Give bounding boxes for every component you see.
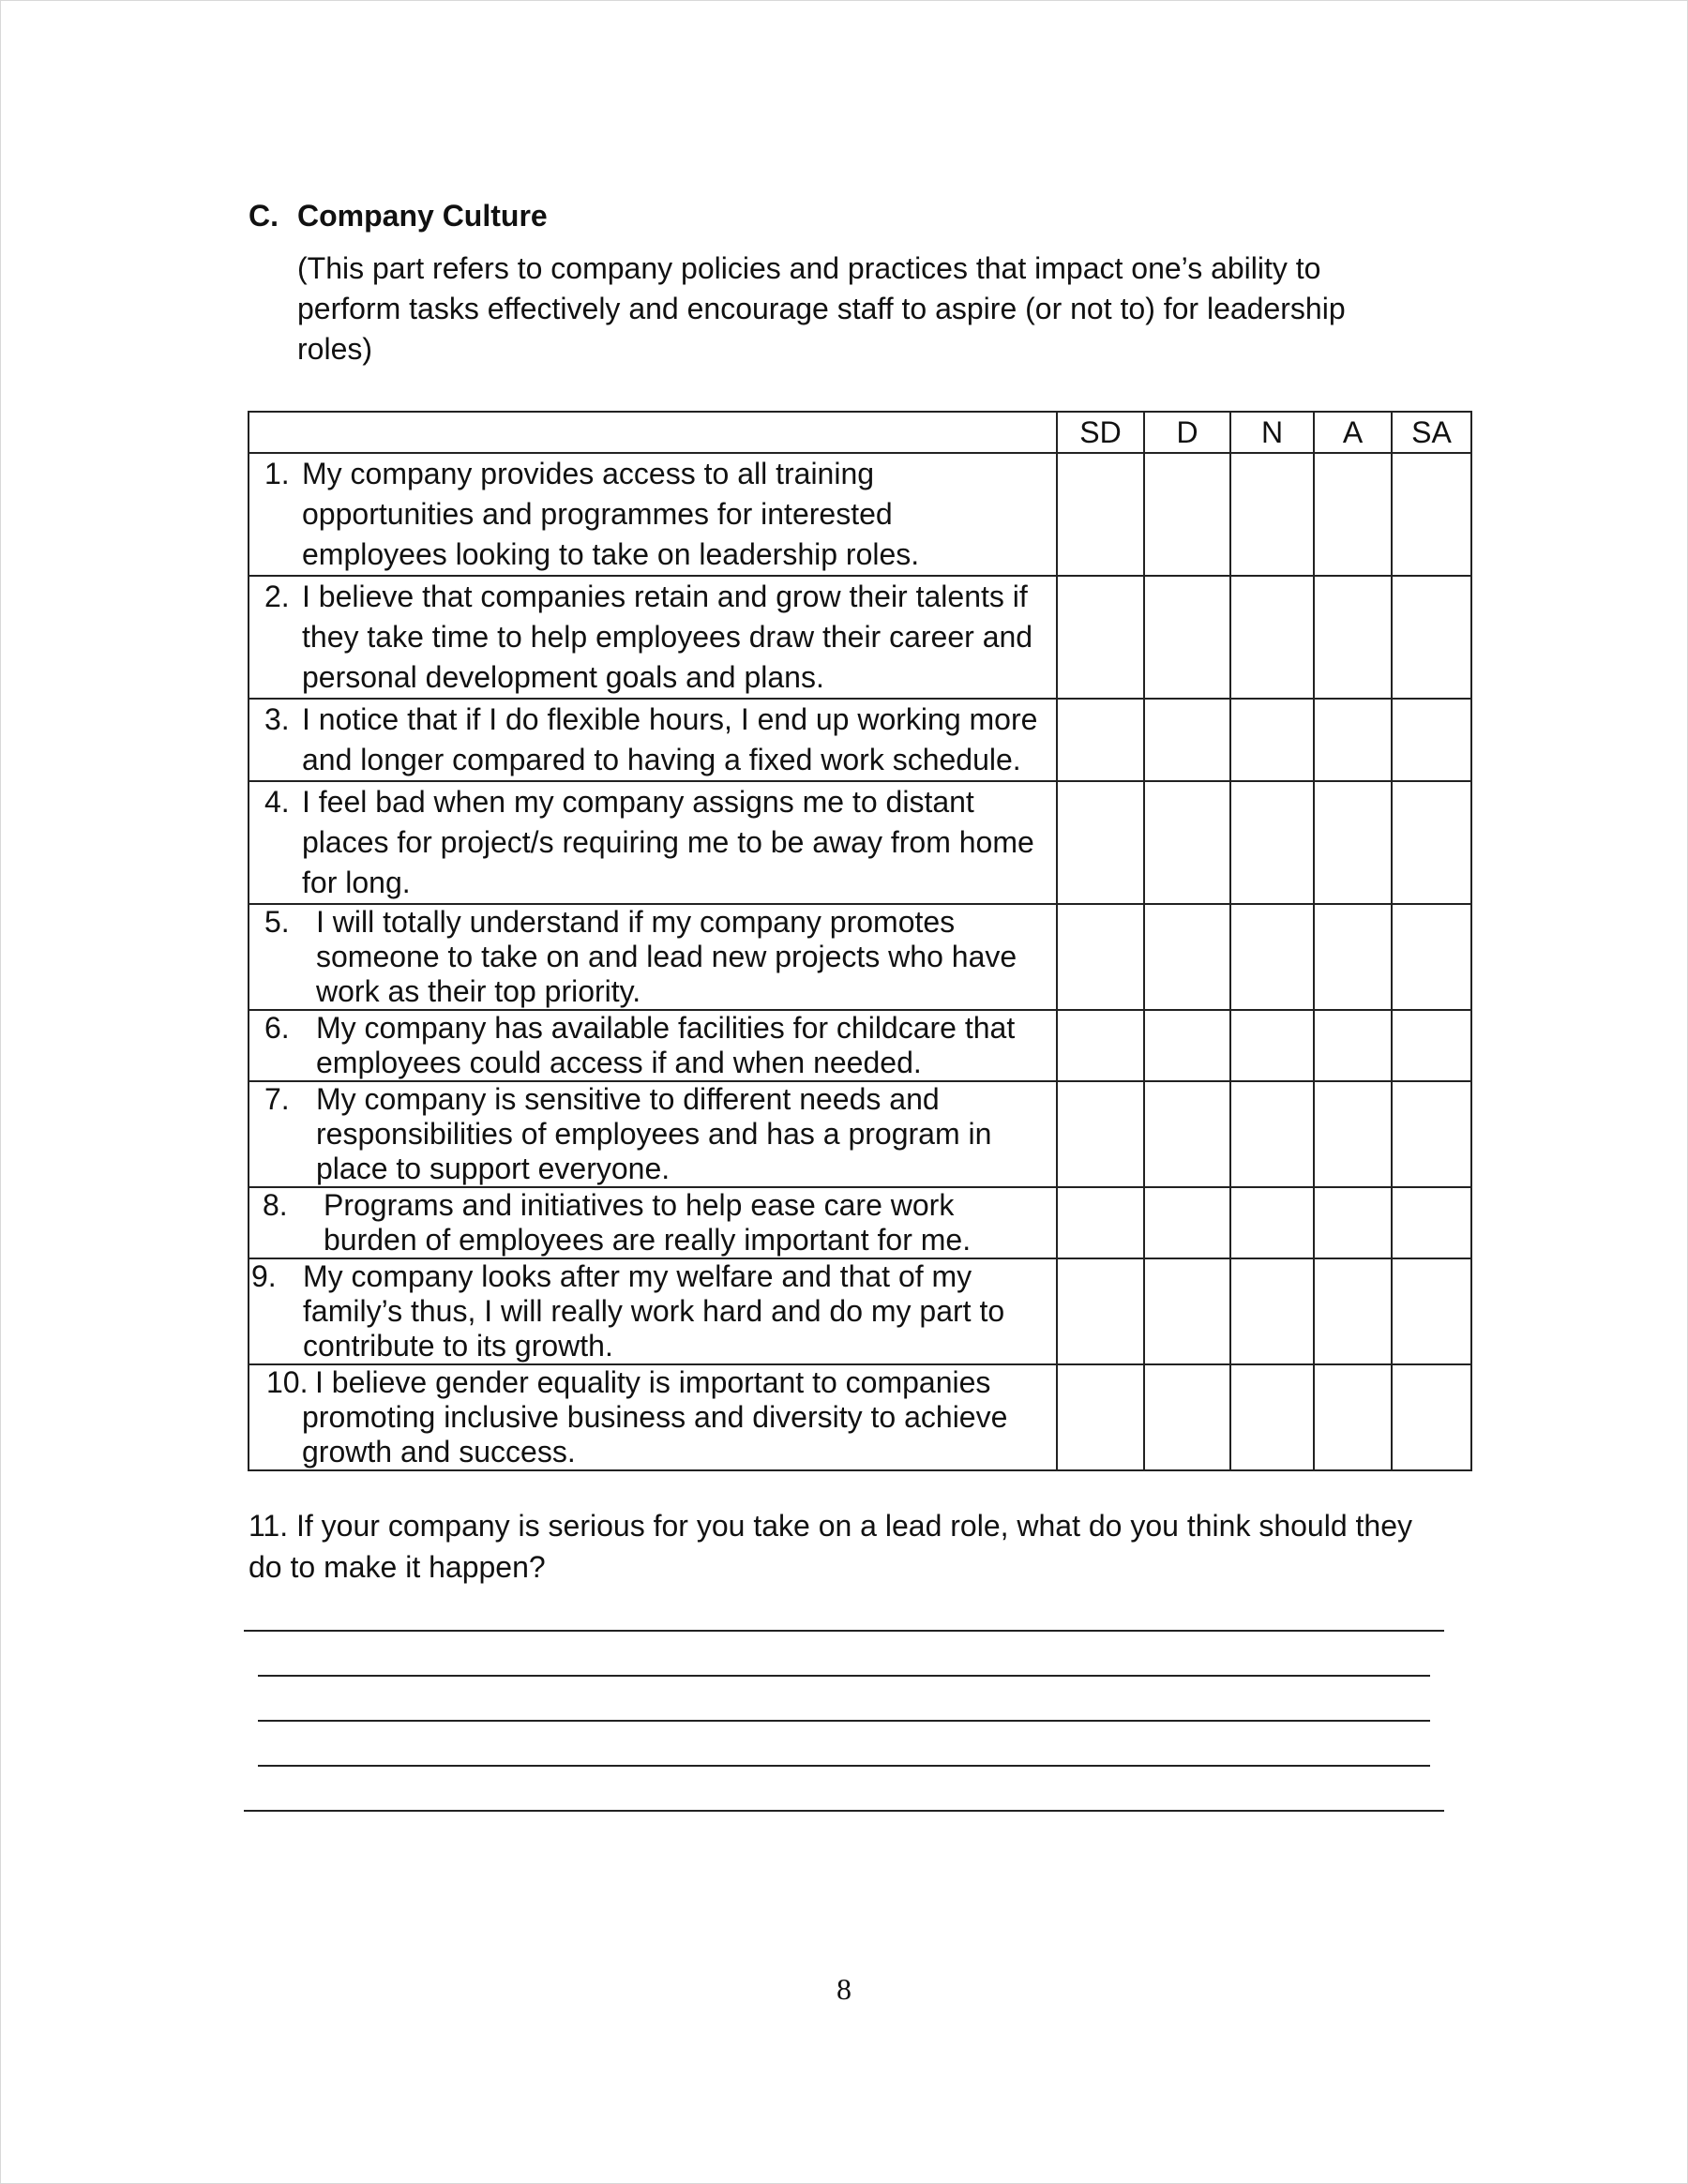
rating-cell-a[interactable] [1314, 576, 1392, 699]
table-row [249, 1081, 1471, 1187]
rating-cell-n[interactable] [1230, 904, 1314, 1010]
question-text-line: burden of employees are really important for me. [324, 1223, 972, 1257]
rating-cell-n[interactable] [1230, 1081, 1314, 1187]
page-number: 8 [836, 1972, 852, 2006]
rating-cell-sd[interactable] [1057, 1187, 1144, 1258]
rating-cell-a[interactable] [1314, 1258, 1392, 1364]
rating-cell-d[interactable] [1144, 1364, 1230, 1470]
section-heading [249, 197, 548, 234]
question-cell [249, 1364, 1057, 1470]
question-text-line: growth and success. [302, 1435, 576, 1469]
rating-cell-a[interactable] [1314, 904, 1392, 1010]
question-number: 9. [251, 1259, 277, 1293]
rating-cell-a[interactable] [1314, 1364, 1392, 1470]
question-number: 1. [264, 457, 290, 490]
intro-line: (This part refers to company policies and practices that impact one’s ability to [297, 251, 1321, 285]
rating-cell-n[interactable] [1230, 1364, 1314, 1470]
rating-cell-n[interactable] [1230, 1187, 1314, 1258]
section-letter: C. [249, 199, 279, 233]
rating-cell-sa[interactable] [1392, 1010, 1471, 1081]
rating-cell-sd[interactable] [1057, 699, 1144, 781]
question-text-line: My company looks after my welfare and that of my [303, 1259, 972, 1293]
question-number: 10. [266, 1365, 309, 1399]
rating-cell-sd[interactable] [1057, 1258, 1144, 1364]
question-text-line: employees could access if and when needed. [316, 1046, 922, 1079]
question-number: 8. [263, 1188, 288, 1222]
question-cell [249, 781, 1057, 904]
rating-cell-sa[interactable] [1392, 1364, 1471, 1470]
open-question [249, 1505, 1468, 1588]
rating-cell-d[interactable] [1144, 1010, 1230, 1081]
intro-line: perform tasks effectively and encourage staff to aspire (or not to) for leadership [297, 292, 1346, 325]
question-number: 4. [264, 785, 290, 819]
answer-line[interactable] [258, 1675, 1430, 1677]
question-text-line: My company provides access to all training [302, 457, 875, 490]
question-text-line: I believe gender equality is important to companies [315, 1365, 991, 1399]
question-text-line: opportunities and programmes for interested [302, 497, 893, 531]
rating-cell-a[interactable] [1314, 453, 1392, 576]
question-number: 2. [264, 580, 290, 613]
rating-cell-sa[interactable] [1392, 1187, 1471, 1258]
rating-cell-d[interactable] [1144, 1187, 1230, 1258]
question-number: 3. [264, 702, 290, 736]
rating-cell-d[interactable] [1144, 904, 1230, 1010]
rating-cell-sa[interactable] [1392, 453, 1471, 576]
answer-line[interactable] [244, 1630, 1444, 1632]
rating-cell-sd[interactable] [1057, 453, 1144, 576]
answer-line[interactable] [258, 1720, 1430, 1722]
rating-cell-sa[interactable] [1392, 904, 1471, 1010]
rating-cell-sa[interactable] [1392, 576, 1471, 699]
header-n: N [1230, 412, 1314, 453]
question-number: 7. [264, 1082, 290, 1116]
question-text-line: for long. [302, 866, 411, 899]
question-text-line: I believe that companies retain and grow their talents if [302, 580, 1028, 613]
table-row [249, 1364, 1471, 1470]
rating-cell-n[interactable] [1230, 699, 1314, 781]
rating-cell-a[interactable] [1314, 699, 1392, 781]
rating-cell-d[interactable] [1144, 781, 1230, 904]
question-text-line: contribute to its growth. [303, 1329, 613, 1363]
question-text-line: responsibilities of employees and has a program in [316, 1117, 992, 1151]
table-row [249, 453, 1471, 576]
question-cell [249, 1010, 1057, 1081]
rating-cell-sa[interactable] [1392, 1081, 1471, 1187]
rating-cell-n[interactable] [1230, 576, 1314, 699]
intro-line: roles) [297, 332, 373, 366]
question-cell [249, 453, 1057, 576]
table-row [249, 904, 1471, 1010]
table-header-row [249, 412, 1471, 453]
rating-cell-sd[interactable] [1057, 1081, 1144, 1187]
question-text-line: My company is sensitive to different needs and [316, 1082, 940, 1116]
question-text-line: promoting inclusive business and diversity to achieve [302, 1400, 1008, 1434]
header-question-cell [249, 412, 1057, 453]
question-cell [249, 576, 1057, 699]
header-d: D [1144, 412, 1230, 453]
question-text-line: I will totally understand if my company promotes [316, 905, 956, 939]
table-row [249, 1258, 1471, 1364]
question-text-line: I notice that if I do flexible hours, I end up working more [302, 702, 1038, 736]
rating-cell-n[interactable] [1230, 781, 1314, 904]
question-text-line: places for project/s requiring me to be away from home [302, 825, 1034, 859]
rating-cell-d[interactable] [1144, 453, 1230, 576]
rating-cell-sd[interactable] [1057, 781, 1144, 904]
rating-cell-a[interactable] [1314, 1010, 1392, 1081]
question-text-line: I feel bad when my company assigns me to distant [302, 785, 974, 819]
open-question-line: do to make it happen? [249, 1550, 546, 1584]
rating-cell-sa[interactable] [1392, 781, 1471, 904]
rating-table [248, 411, 1472, 1471]
table-row [249, 576, 1471, 699]
rating-cell-sd[interactable] [1057, 1010, 1144, 1081]
rating-cell-d[interactable] [1144, 576, 1230, 699]
rating-cell-sa[interactable] [1392, 699, 1471, 781]
question-number: 6. [264, 1011, 290, 1045]
question-text-line: they take time to help employees draw their career and [302, 620, 1033, 654]
rating-cell-sa[interactable] [1392, 1258, 1471, 1364]
table-row [249, 699, 1471, 781]
rating-cell-sd[interactable] [1057, 904, 1144, 1010]
table-row [249, 1187, 1471, 1258]
question-text-line: employees looking to take on leadership roles. [302, 537, 920, 571]
answer-line[interactable] [258, 1765, 1430, 1767]
question-cell [249, 699, 1057, 781]
section-intro [297, 249, 1423, 369]
rating-cell-n[interactable] [1230, 1258, 1314, 1364]
rating-cell-a[interactable] [1314, 781, 1392, 904]
section-title: Company Culture [297, 199, 548, 233]
question-cell [249, 904, 1057, 1010]
question-text-line: someone to take on and lead new projects who have [316, 940, 1017, 973]
question-cell [249, 1081, 1057, 1187]
header-a: A [1314, 412, 1392, 453]
rating-cell-n[interactable] [1230, 453, 1314, 576]
table-row [249, 781, 1471, 904]
question-cell [249, 1187, 1057, 1258]
question-text-line: personal development goals and plans. [302, 660, 824, 694]
header-sd: SD [1057, 412, 1144, 453]
question-text-line: and longer compared to having a fixed work schedule. [302, 743, 1021, 776]
rating-cell-sd[interactable] [1057, 1364, 1144, 1470]
rating-cell-d[interactable] [1144, 1258, 1230, 1364]
question-text-line: My company has available facilities for childcare that [316, 1011, 1016, 1045]
header-sa: SA [1392, 412, 1471, 453]
question-cell [249, 1258, 1057, 1364]
question-text-line: Programs and initiatives to help ease care work [324, 1188, 955, 1222]
question-text-line: place to support everyone. [316, 1152, 671, 1185]
table-row [249, 1010, 1471, 1081]
question-number: 5. [264, 905, 290, 939]
rating-cell-d[interactable] [1144, 1081, 1230, 1187]
question-text-line: work as their top priority. [316, 974, 641, 1008]
answer-line[interactable] [244, 1810, 1444, 1812]
open-question-line: 11. If your company is serious for you take on a lead role, what do you think should they [249, 1509, 1412, 1543]
rating-cell-a[interactable] [1314, 1081, 1392, 1187]
rating-cell-a[interactable] [1314, 1187, 1392, 1258]
rating-cell-d[interactable] [1144, 699, 1230, 781]
rating-cell-n[interactable] [1230, 1010, 1314, 1081]
question-text-line: family’s thus, I will really work hard and do my part to [303, 1294, 1005, 1328]
rating-cell-sd[interactable] [1057, 576, 1144, 699]
